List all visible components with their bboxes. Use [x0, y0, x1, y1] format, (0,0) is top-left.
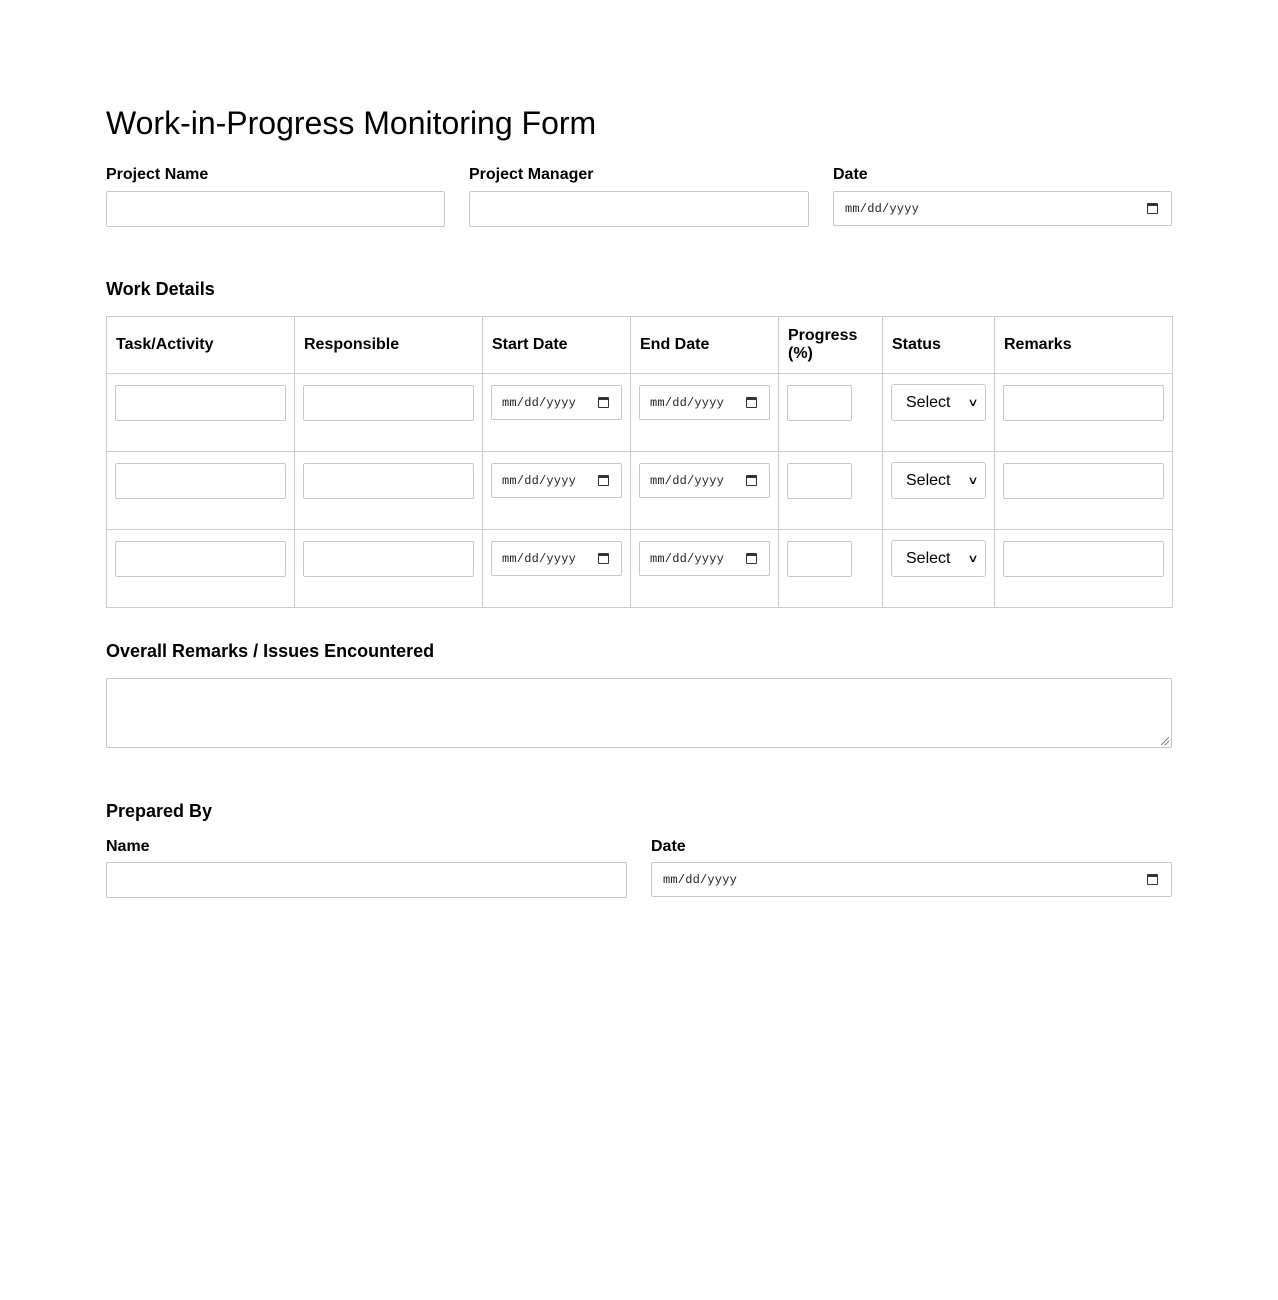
column-header-task: Task/Activity: [107, 317, 295, 374]
task-cell: [107, 452, 295, 530]
status-select-value: Select: [906, 393, 951, 411]
responsible-cell: [295, 374, 483, 452]
responsible-input[interactable]: [303, 385, 474, 421]
remarks-input[interactable]: [1003, 541, 1164, 577]
start-date-cell: [483, 374, 631, 452]
project-name-group: [106, 166, 445, 227]
prepared-by-name-input[interactable]: [106, 862, 627, 898]
end-date-placeholder: mm/dd/yyyy: [650, 395, 725, 410]
calendar-icon[interactable]: [746, 553, 757, 564]
progress-input[interactable]: [787, 385, 852, 421]
table-row: [107, 452, 1173, 530]
responsible-cell: [295, 530, 483, 608]
prepared-by-name-group: [106, 838, 627, 898]
start-date-input[interactable]: [491, 463, 622, 498]
prepared-by-date-placeholder: mm/dd/yyyy: [663, 872, 738, 887]
responsible-cell: [295, 452, 483, 530]
table-header-row: [107, 317, 1173, 374]
date-label: Date: [833, 166, 868, 183]
chevron-down-icon: ∨: [967, 475, 979, 487]
overall-remarks-textarea[interactable]: [106, 678, 1172, 748]
chevron-down-icon: ∨: [967, 553, 979, 565]
status-cell: [883, 530, 995, 608]
end-date-input[interactable]: [639, 385, 770, 420]
start-date-input[interactable]: [491, 541, 622, 576]
status-select[interactable]: [891, 384, 986, 421]
column-header-remarks: Remarks: [995, 317, 1173, 374]
end-date-input[interactable]: [639, 463, 770, 498]
overall-remarks-heading: Overall Remarks / Issues Encountered: [106, 641, 435, 661]
start-date-placeholder: mm/dd/yyyy: [502, 473, 577, 488]
start-date-input[interactable]: [491, 385, 622, 420]
project-manager-group: [469, 166, 809, 227]
work-details-heading: Work Details: [106, 279, 215, 299]
prepared-by-date-label: Date: [651, 838, 686, 855]
calendar-icon[interactable]: [598, 553, 609, 564]
calendar-icon[interactable]: [598, 475, 609, 486]
progress-cell: [779, 374, 883, 452]
responsible-input[interactable]: [303, 463, 474, 499]
status-select[interactable]: [891, 462, 986, 499]
remarks-cell: [995, 530, 1173, 608]
column-header-responsible: Responsible: [295, 317, 483, 374]
task-cell: [107, 530, 295, 608]
remarks-input[interactable]: [1003, 385, 1164, 421]
prepared-by-date-group: [651, 838, 1172, 897]
task-input[interactable]: [115, 541, 286, 577]
date-group: [833, 166, 1172, 226]
start-date-cell: [483, 530, 631, 608]
project-manager-input[interactable]: [469, 191, 809, 227]
calendar-icon[interactable]: [598, 397, 609, 408]
status-cell: [883, 374, 995, 452]
start-date-placeholder: mm/dd/yyyy: [502, 395, 577, 410]
column-header-end-date: End Date: [631, 317, 779, 374]
task-cell: [107, 374, 295, 452]
page-title: Work-in-Progress Monitoring Form: [106, 105, 597, 141]
task-input[interactable]: [115, 463, 286, 499]
prepared-by-date-input[interactable]: [651, 862, 1172, 897]
start-date-cell: [483, 452, 631, 530]
date-input[interactable]: [833, 191, 1172, 226]
status-cell: [883, 452, 995, 530]
calendar-icon[interactable]: [1147, 874, 1158, 885]
calendar-icon[interactable]: [746, 397, 757, 408]
calendar-icon[interactable]: [746, 475, 757, 486]
status-select[interactable]: [891, 540, 986, 577]
remarks-input[interactable]: [1003, 463, 1164, 499]
chevron-down-icon: ∨: [967, 397, 979, 409]
status-select-value: Select: [906, 549, 951, 567]
resize-grip-icon[interactable]: [1161, 737, 1169, 745]
end-date-placeholder: mm/dd/yyyy: [650, 473, 725, 488]
status-select-value: Select: [906, 471, 951, 489]
progress-input[interactable]: [787, 541, 852, 577]
column-header-start-date: Start Date: [483, 317, 631, 374]
project-manager-label: Project Manager: [469, 166, 594, 183]
project-name-input[interactable]: [106, 191, 445, 227]
column-header-progress: Progress (%): [779, 317, 883, 374]
end-date-cell: [631, 452, 779, 530]
prepared-by-name-label: Name: [106, 838, 150, 855]
table-row: [107, 374, 1173, 452]
progress-input[interactable]: [787, 463, 852, 499]
progress-cell: [779, 452, 883, 530]
remarks-cell: [995, 374, 1173, 452]
calendar-icon[interactable]: [1147, 203, 1158, 214]
prepared-by-heading: Prepared By: [106, 801, 213, 821]
start-date-placeholder: mm/dd/yyyy: [502, 551, 577, 566]
date-placeholder: mm/dd/yyyy: [845, 201, 920, 216]
column-header-status: Status: [883, 317, 995, 374]
work-details-table: [106, 316, 1173, 608]
task-input[interactable]: [115, 385, 286, 421]
responsible-input[interactable]: [303, 541, 474, 577]
table-row: [107, 530, 1173, 608]
end-date-cell: [631, 374, 779, 452]
end-date-input[interactable]: [639, 541, 770, 576]
end-date-cell: [631, 530, 779, 608]
project-name-label: Project Name: [106, 166, 209, 183]
end-date-placeholder: mm/dd/yyyy: [650, 551, 725, 566]
progress-cell: [779, 530, 883, 608]
remarks-cell: [995, 452, 1173, 530]
